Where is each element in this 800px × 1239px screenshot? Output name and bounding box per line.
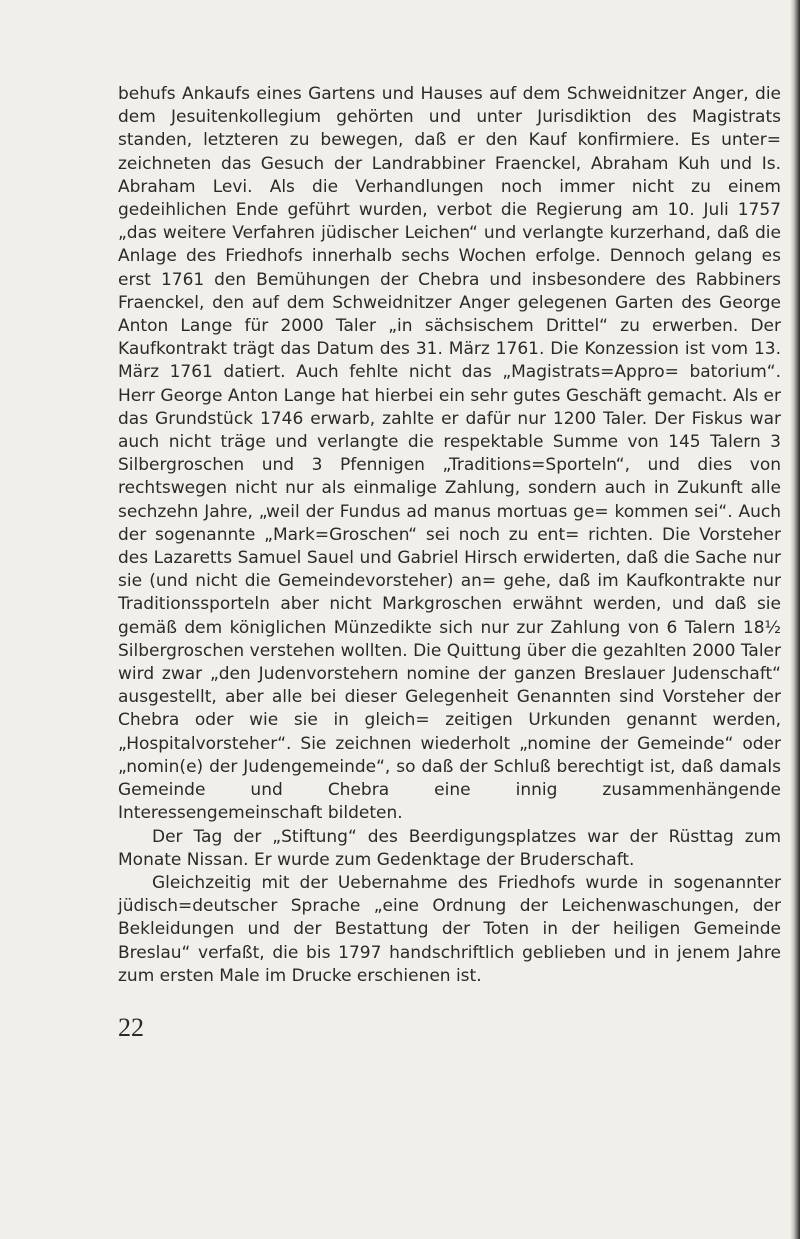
- paragraph-2: Der Tag der „Stiftung“ des Beerdigungsplatzes war der Rüsttag zum Monate Nissan. Er wurde zum Gedenktage der Bruderschaft.: [118, 826, 781, 870]
- paragraph-1: behufs Ankaufs eines Gartens und Hauses auf dem Schweidnitzer Anger, die dem Jesuitenkollegium gehörten und unter Jurisdiktion des Magistrats standen, letzteren zu bewegen, daß er den Kauf konfirmiere. Es unter= zeichneten das Gesuch der Landrabbiner Fraenckel, Abraham Kuh und Is. Abraham Levi. Als die Verhandlungen noch immer nicht zu einem gedeihlichen Ende geführt wurden, verbot die Regierung am 10. Juli 1757 „das weitere Verfahren jüdischer Leichen“ und verlangte kurzerhand, daß die Anlage des Friedhofs innerhalb sechs Wochen erfolge. Dennoch gelang es erst 1761 den Bemühungen der Chebra und insbesondere des Rabbiners Fraenckel, den auf dem Schweidnitzer Anger gelegenen Garten des George Anton Lange für 2000 Taler „in sächsischem Drittel“ zu erwerben. Der Kaufkontrakt trägt das Datum des 31. März 1761. Die Konzession ist vom 13. März 1761 datiert. Auch fehlte nicht das „Magistrats=Appro= batorium“. Herr George Anton Lange hat hierbei ein sehr gutes Geschäft gemacht. Als er das Grundstück 1746 erwarb, zahlte er dafür nur 1200 Taler. Der Fiskus war auch nicht träge und verlangte die respektable Summe von 145 Talern 3 Silbergroschen und 3 Pfennigen „Traditions=Sporteln“, und dies von rechtswegen nicht nur als einmalige Zahlung, sondern auch in Zukunft alle sechzehn Jahre, „weil der Fundus ad manus mortuas ge= kommen sei“. Auch der sogenannte „Mark=Groschen“ sei noch zu ent= richten. Die Vorsteher des Lazaretts Samuel Sauel und Gabriel Hirsch erwiderten, daß die Sache nur sie (und nicht die Gemeindevorsteher) an= gehe, daß im Kaufkontrakte nur Traditionssporteln aber nicht Markgroschen erwähnt werden, und daß sie gemäß dem königlichen Münzedikte sich nur zur Zahlung von 6 Talern 18½ Silbergroschen verstehen wollten. Die Quittung über die gezahlten 2000 Taler wird zwar „den Judenvorstehern nomine der ganzen Breslauer Judenschaft“ ausgestellt, aber alle bei dieser Gelegenheit Genannten sind Vorsteher der Chebra oder wie sie in gleich= zeitigen Urkunden genannt werden, „Hospitalvorsteher“. Sie zeichnen wiederholt „nomine der Gemeinde“ oder „nomin(e) der Judengemeinde“, so daß der Schluß berechtigt ist, daß damals Gemeinde und Chebra eine innig zusammenhängende Interessengemeinschaft bildeten.: [118, 84, 781, 824]
- page-edge-shadow: [790, 0, 800, 1239]
- body-text: [118, 83, 781, 988]
- page-number: 22: [118, 1013, 144, 1042]
- paragraph-3: Gleichzeitig mit der Uebernahme des Friedhofs wurde in sogenannter jüdisch=deutscher Sprache „eine Ordnung der Leichenwaschungen, der Bekleidungen und der Bestattung der Toten in der heiligen Gemeinde Breslau“ verfaßt, die bis 1797 handschriftlich geblieben und in jenem Jahre zum ersten Male im Drucke erschienen ist.: [118, 872, 781, 986]
